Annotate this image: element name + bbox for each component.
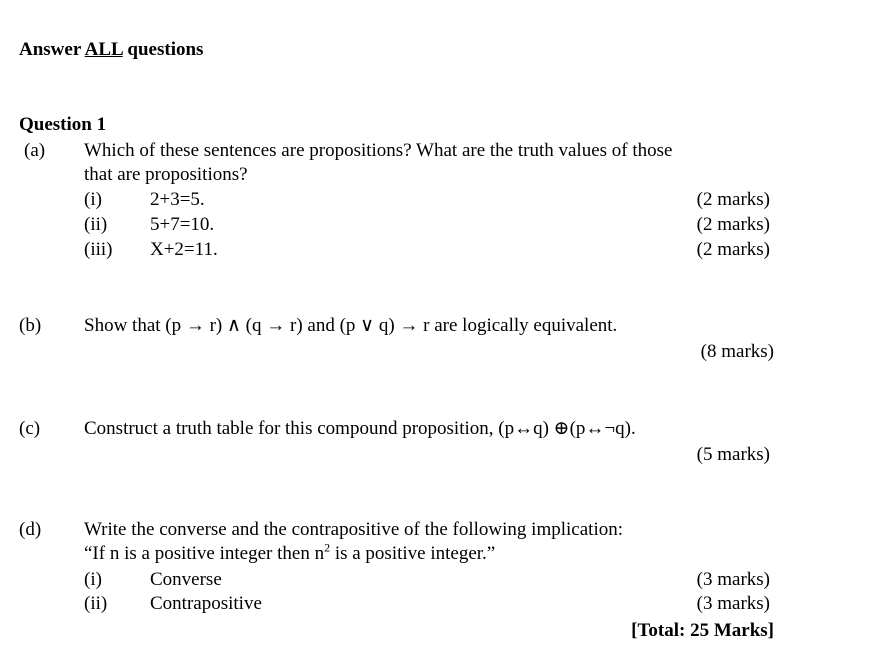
part-a-label: (a) (24, 140, 46, 161)
header-suffix: questions (127, 39, 204, 60)
part-a-item-text: 5+7=10. (150, 214, 215, 235)
part-d-quote-sup: 2 (324, 540, 331, 555)
part-d-label: (d) (19, 519, 42, 540)
part-d-quote (84, 542, 495, 566)
part-a-item-text: 2+3=5. (150, 189, 205, 210)
part-c-marks: (5 marks) (696, 444, 770, 465)
part-d-quote-pre: “If n is a positive integer then n (84, 543, 325, 564)
header-prefix: Answer (19, 39, 81, 60)
part-d-item-marks: (3 marks) (696, 593, 770, 614)
part-b-marks: (8 marks) (700, 341, 774, 362)
part-d-item-text: Contrapositive (150, 593, 262, 614)
part-d-item-marks: (3 marks) (696, 569, 770, 590)
part-d-item-num: (ii) (84, 593, 108, 614)
part-c-text: Construct a truth table for this compound proposition, (p↔q) ⊕(p↔¬q). (84, 418, 636, 439)
header-emphasis: ALL (84, 39, 123, 60)
part-d-item-num: (i) (84, 569, 102, 590)
instructions-header (19, 38, 203, 62)
part-a-item-num: (iii) (84, 239, 113, 260)
part-a-item-marks: (2 marks) (696, 239, 770, 260)
part-d-line1: Write the converse and the contrapositive of the following implication: (84, 519, 623, 540)
question-title: Question 1 (19, 114, 107, 135)
part-a-item-marks: (2 marks) (696, 214, 770, 235)
part-a-line2: that are propositions? (84, 164, 248, 185)
part-a-line1: Which of these sentences are propositions? What are the truth values of those (84, 140, 673, 161)
part-d-quote-post: is a positive integer.” (330, 543, 496, 564)
part-d-item-text: Converse (150, 569, 222, 590)
part-a-item-num: (i) (84, 189, 102, 210)
part-a-item-marks: (2 marks) (696, 189, 770, 210)
total-marks: [Total: 25 Marks] (631, 620, 774, 641)
part-c-label: (c) (19, 418, 41, 439)
part-b-label: (b) (19, 315, 42, 336)
part-a-item-text: X+2=11. (150, 239, 218, 260)
part-b-text: Show that (p → r) ∧ (q → r) and (p ∨ q) → r are logically equivalent. (84, 315, 618, 336)
part-a-item-num: (ii) (84, 214, 108, 235)
